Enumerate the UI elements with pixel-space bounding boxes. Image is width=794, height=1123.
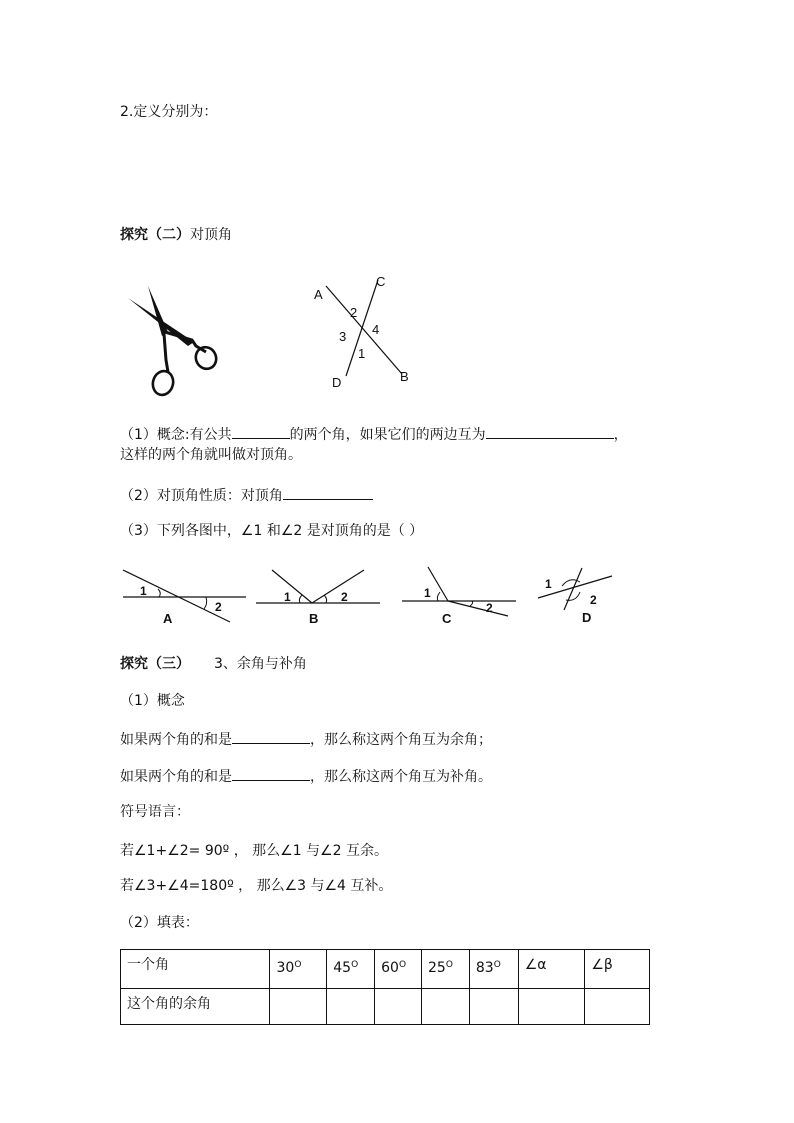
section-2-heading bbox=[120, 226, 232, 244]
option-a-letter: A bbox=[163, 611, 173, 626]
supplement-text-b: ，那么称这两个角互为补角。 bbox=[310, 769, 492, 785]
option-d-angle-1: 1 bbox=[545, 577, 552, 591]
option-c-angle-2: 2 bbox=[486, 601, 493, 615]
concept-line-2: 这样的两个角就叫做对顶角。 bbox=[120, 447, 302, 463]
cell-angle-60: $60^O$ bbox=[375, 950, 422, 989]
concept-label: （1）概念 bbox=[120, 693, 185, 709]
complement-line bbox=[120, 729, 492, 749]
option-b-figure bbox=[254, 562, 384, 628]
property-text: （2）对顶角性质：对顶角 bbox=[120, 488, 283, 504]
label-2: 2 bbox=[350, 305, 358, 320]
option-c-letter: C bbox=[442, 611, 452, 626]
table-row-angles bbox=[121, 950, 650, 989]
concept-text-c: ， bbox=[613, 427, 628, 443]
blank-common[interactable] bbox=[232, 424, 290, 439]
option-a-angle-2: 2 bbox=[215, 600, 222, 614]
cell-angle-beta: ∠β bbox=[585, 950, 650, 989]
option-d-angle-2: 2 bbox=[590, 593, 597, 607]
label-c: C bbox=[376, 274, 386, 289]
table-row-complements bbox=[121, 989, 650, 1025]
option-d-figure bbox=[534, 562, 624, 628]
label-3: 3 bbox=[339, 329, 347, 344]
section-2-title: 探究（二） bbox=[120, 227, 190, 243]
option-a-figure bbox=[118, 562, 248, 628]
cell-complement-30[interactable] bbox=[270, 989, 327, 1025]
section-3-heading bbox=[120, 655, 307, 673]
scissors-handle-left bbox=[150, 369, 176, 397]
concept-text-a: （1）概念:有公共 bbox=[120, 427, 232, 443]
header-complement: 这个角的余角 bbox=[121, 989, 270, 1025]
label-b: B bbox=[400, 369, 409, 384]
label-1: 1 bbox=[358, 346, 366, 361]
supplement-line bbox=[120, 766, 492, 786]
complement-text-a: 如果两个角的和是 bbox=[120, 732, 232, 748]
option-d-letter: D bbox=[582, 610, 592, 625]
cell-complement-45[interactable] bbox=[327, 989, 375, 1025]
cell-angle-25: $25^O$ bbox=[422, 950, 470, 989]
option-a-angle-1: 1 bbox=[140, 584, 147, 598]
section-3-subtitle: 3、余角与补角 bbox=[214, 656, 307, 672]
property-line bbox=[120, 485, 373, 505]
blank-extension[interactable] bbox=[486, 424, 614, 439]
scissors-handle-right bbox=[192, 344, 219, 372]
option-b-angle-1: 1 bbox=[284, 590, 291, 604]
angle-table bbox=[120, 949, 650, 1025]
blank-property[interactable] bbox=[283, 485, 373, 500]
cell-complement-beta[interactable] bbox=[585, 989, 650, 1025]
complement-text-b: ，那么称这两个角互为余角； bbox=[310, 732, 492, 748]
cell-angle-45: $45^O$ bbox=[327, 950, 375, 989]
scissors-image bbox=[120, 280, 230, 400]
concept-line-1 bbox=[120, 424, 628, 444]
blank-supplement[interactable] bbox=[232, 766, 310, 781]
table-label: （2）填表： bbox=[120, 915, 199, 931]
header-angle: 一个角 bbox=[121, 950, 270, 989]
rule-supplement: 若∠3+∠4=180º ， 那么∠3 与∠4 互补。 bbox=[120, 878, 393, 894]
cell-angle-83: $83^O$ bbox=[469, 950, 518, 989]
cell-complement-25[interactable] bbox=[422, 989, 470, 1025]
blank-complement[interactable] bbox=[232, 729, 310, 744]
label-a: A bbox=[314, 287, 323, 302]
option-b-angle-2: 2 bbox=[341, 590, 348, 604]
section-3-title: 探究（三） bbox=[120, 656, 190, 672]
section-2-subtitle: 对顶角 bbox=[190, 227, 232, 243]
symbol-label: 符号语言： bbox=[120, 804, 190, 820]
supplement-text-a: 如果两个角的和是 bbox=[120, 769, 232, 785]
cell-angle-30: $30^O$ bbox=[270, 950, 327, 989]
concept-text-b: 的两个角，如果它们的两边互为 bbox=[289, 427, 486, 443]
option-c-figure bbox=[400, 562, 520, 628]
label-d: D bbox=[332, 375, 342, 390]
option-b-letter: B bbox=[309, 611, 319, 626]
label-4: 4 bbox=[372, 322, 380, 337]
rule-complement: 若∠1+∠2= 90º ， 那么∠1 与∠2 互余。 bbox=[120, 843, 388, 859]
question-3: （3）下列各图中，∠1 和∠2 是对顶角的是（ ） bbox=[120, 523, 424, 539]
vertical-angles-figure bbox=[310, 272, 420, 392]
cell-angle-alpha: ∠α bbox=[518, 950, 585, 989]
cell-complement-83[interactable] bbox=[469, 989, 518, 1025]
cell-complement-60[interactable] bbox=[375, 989, 422, 1025]
option-c-angle-1: 1 bbox=[424, 586, 431, 600]
cell-complement-alpha[interactable] bbox=[518, 989, 585, 1025]
question-2: 2.定义分别为： bbox=[120, 104, 218, 120]
